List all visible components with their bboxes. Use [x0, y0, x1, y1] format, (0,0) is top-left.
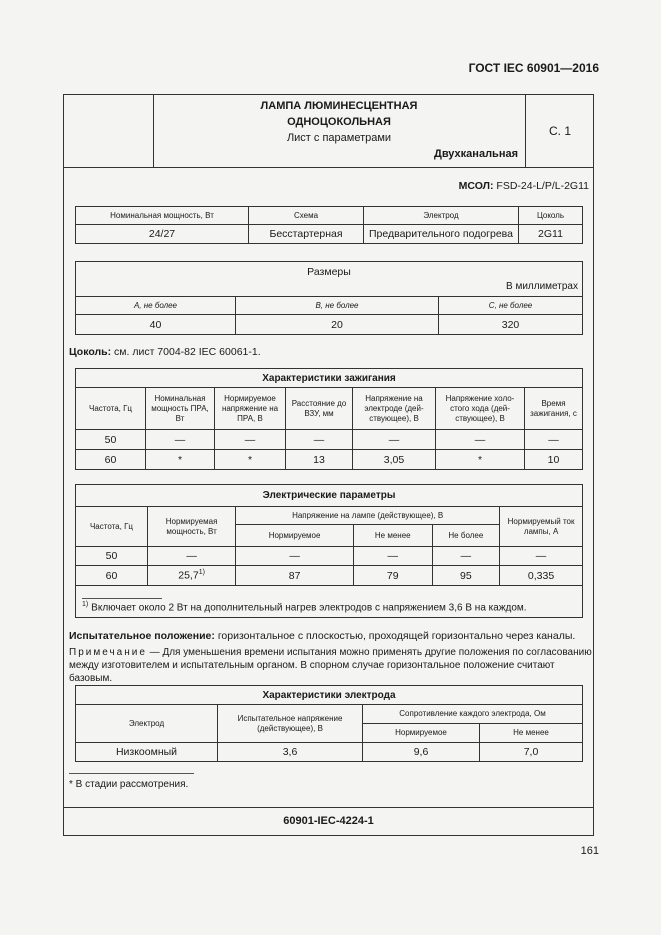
standard-number: ГОСТ IEC 60901—2016 [468, 61, 599, 75]
cell: — [500, 547, 583, 566]
dimensions-title-cell [76, 262, 583, 297]
cell-value: 25,7 [178, 569, 199, 582]
msol-label: МСОЛ: [458, 180, 494, 192]
table-row [76, 430, 583, 450]
electrode-table [75, 685, 583, 762]
cell-scheme: Бесстартерная [249, 225, 364, 244]
cell: — [353, 547, 432, 566]
th-test-voltage: Испытательное напряжение (действующее), В [218, 705, 363, 743]
th-dim-a: A, не более [76, 297, 236, 315]
electrode-title: Характеристики электрода [76, 686, 583, 705]
th-el-nominal: Нормируемое [236, 525, 354, 547]
cell-power: 24/27 [76, 225, 249, 244]
test-position-text: горизонтальное с плоскостью, проходящей горизонтально через каналы. [217, 630, 576, 642]
footer-divider [63, 807, 594, 808]
th-dim-c: C, не более [439, 297, 583, 315]
cell: — [236, 547, 354, 566]
cell-with-footnote [147, 566, 235, 586]
th-dim-b: B, не более [236, 297, 439, 315]
th-power: Номинальная мощность, Вт [76, 207, 249, 225]
msol-designation [459, 180, 589, 192]
test-position [69, 630, 592, 643]
cell-electrode: Предварительного подогрева [364, 225, 519, 244]
cell: — [286, 430, 353, 450]
footnote-ref: 1) [198, 569, 205, 577]
cell: 10 [525, 450, 583, 470]
socket-note-label: Цоколь: [69, 346, 112, 358]
th-ign-electrode-voltage: Напряжение на электроде (дей-ствующее), В [353, 388, 436, 430]
cell: 7,0 [480, 743, 583, 762]
th-el-freq: Частота, Гц [76, 507, 148, 547]
cell: — [432, 547, 500, 566]
test-position-label: Испытательное положение: [69, 630, 215, 642]
th-ign-open-voltage: Напряжение холо-стого хода (дей-ствующее), В [436, 388, 525, 430]
table-row [76, 743, 583, 762]
th-ign-distance: Расстояние до ВЗУ, мм [286, 388, 353, 430]
dimensions-table [75, 261, 583, 335]
page-number: 161 [580, 845, 599, 857]
sheet-code: 60901-IEC-4224-1 [283, 815, 374, 827]
lamp-variant: Двухканальная [433, 148, 518, 160]
cell: 60 [76, 450, 146, 470]
star-footnote: * В стадии рассмотрения. [69, 779, 189, 790]
th-scheme: Схема [249, 207, 364, 225]
cell: 95 [432, 566, 500, 586]
socket-note-text: см. лист 7004-82 IEC 60061-1. [114, 346, 261, 358]
cell-socket: 2G11 [519, 225, 583, 244]
sheet-subtitle: Лист с параметрами [286, 132, 392, 144]
ignition-table [75, 368, 583, 470]
cell: 3,6 [218, 743, 363, 762]
cell: — [525, 430, 583, 450]
th-ign-ballast-power: Номинальная мощность ПРА, Вт [146, 388, 215, 430]
cell: 87 [236, 566, 354, 586]
cell: 60 [76, 566, 148, 586]
cell: — [146, 430, 215, 450]
socket-note [69, 346, 592, 359]
cell: Низкоомный [76, 743, 218, 762]
title-line-2: ОДНОЦОКОЛЬНАЯ [287, 116, 391, 128]
table-row [76, 450, 583, 470]
cell: 3,05 [353, 450, 436, 470]
footnote-mark: 1) [82, 600, 89, 608]
star-divider [69, 773, 194, 774]
cell: * [436, 450, 525, 470]
remark-label: Примечание [69, 647, 147, 658]
cell: — [147, 547, 235, 566]
cell-dim-a: 40 [76, 315, 236, 335]
header-empty-cell [63, 94, 154, 167]
title-line-1: ЛАМПА ЛЮМИНЕСЦЕНТНАЯ [260, 100, 418, 112]
footnote-divider [82, 598, 162, 599]
cell: * [146, 450, 215, 470]
electrical-footnote-cell [76, 586, 583, 618]
cell-dim-c: 320 [439, 315, 583, 335]
remark [69, 646, 592, 685]
electrical-footnote: Включает около 2 Вт на дополнительный нагрев электродов с напряжением 3,6 В на каждом. [91, 602, 527, 613]
th-ign-freq: Частота, Гц [76, 388, 146, 430]
dimensions-unit: В миллиметрах [506, 281, 578, 292]
th-res-min: Не менее [480, 724, 583, 743]
th-el-min: Не менее [353, 525, 432, 547]
electrical-title: Электрические параметры [76, 485, 583, 507]
cell: 79 [353, 566, 432, 586]
th-el-power: Нормируемая мощность, Вт [147, 507, 235, 547]
cell: 9,6 [363, 743, 480, 762]
cell: 13 [286, 450, 353, 470]
remark-text: — Для уменьшения времени испытания можно применять другие положения по согласованию между изготовителем и испытательным органом. В спорном случае горизонтальное положение считают базовым. [69, 647, 592, 684]
table-row [76, 547, 583, 566]
th-ign-time: Время зажигания, с [525, 388, 583, 430]
cell: — [215, 430, 286, 450]
sheet-number: С. 1 [525, 94, 594, 167]
cell: — [436, 430, 525, 450]
cell: 50 [76, 547, 148, 566]
th-el-current: Нормируемый ток лампы, А [500, 507, 583, 547]
cell: * [215, 450, 286, 470]
th-electrode-type: Электрод [76, 705, 218, 743]
th-res-nominal: Нормируемое [363, 724, 480, 743]
ignition-title: Характеристики зажигания [76, 369, 583, 388]
sheet-header [63, 94, 594, 168]
th-electrode: Электрод [364, 207, 519, 225]
th-socket: Цоколь [519, 207, 583, 225]
cell-dim-b: 20 [236, 315, 439, 335]
cell: — [353, 430, 436, 450]
th-el-voltage-group: Напряжение на лампе (действующее), В [236, 507, 500, 525]
msol-value: FSD-24-L/P/L-2G11 [496, 180, 589, 192]
table-row [76, 566, 583, 586]
cell: 0,335 [500, 566, 583, 586]
th-el-max: Не более [432, 525, 500, 547]
sheet-title [153, 98, 525, 130]
dimensions-title: Размеры [307, 266, 351, 278]
cell: 50 [76, 430, 146, 450]
lamp-basic-table [75, 206, 583, 244]
th-ign-ballast-voltage: Нормируемое напряжение на ПРА, В [215, 388, 286, 430]
th-resistance: Сопротивление каждого электрода, Ом [363, 705, 583, 724]
